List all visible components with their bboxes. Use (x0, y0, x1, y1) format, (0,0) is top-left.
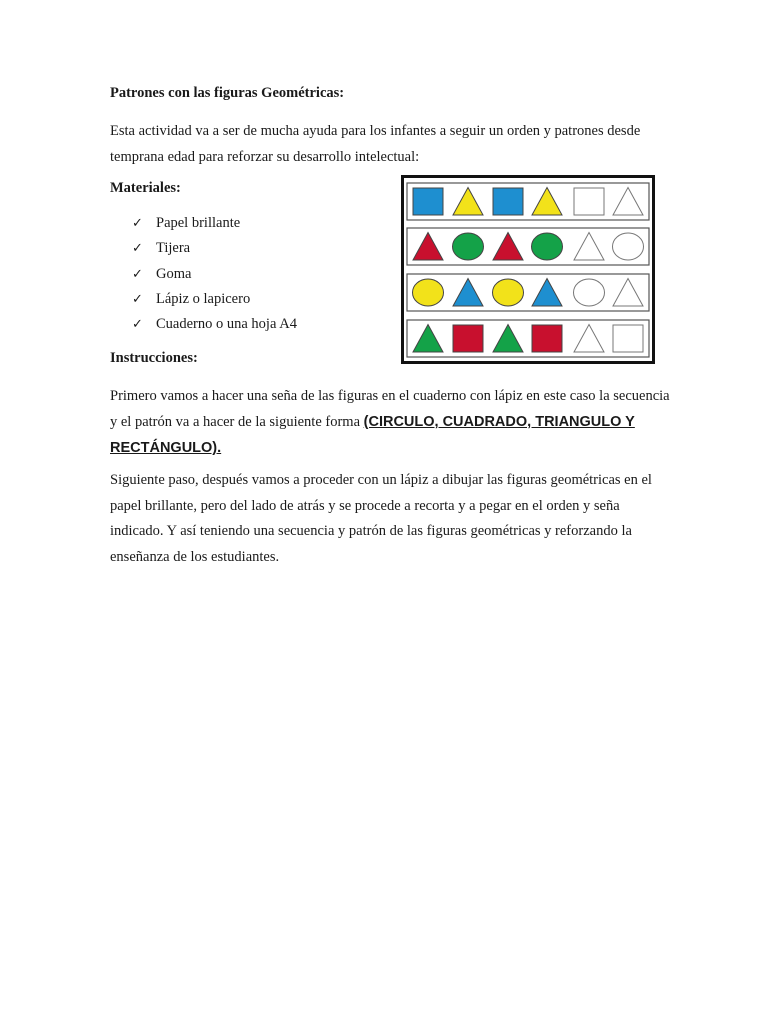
shape-order-emphasis: (CIRCULO, CUADRADO, TRIANGULO Y RECTÁNGULO). (110, 414, 635, 456)
list-item (132, 262, 297, 287)
list-item (132, 287, 297, 312)
yellow-circle-shape (493, 279, 524, 306)
check-icon: ✓ (132, 292, 143, 308)
blue-square-shape (413, 188, 443, 215)
pattern-row (407, 320, 649, 357)
intro-paragraph: Esta actividad va a ser de mucha ayuda para los infantes a seguir un orden y patrones desde temprana edad para reforzar su desarrollo intelectual: (110, 123, 641, 165)
check-icon: ✓ (132, 216, 143, 232)
check-icon: ✓ (132, 317, 143, 333)
pattern-row (407, 183, 649, 220)
material-label: Papel brillante (156, 215, 241, 232)
materials-heading: Materiales: (110, 180, 181, 196)
check-icon: ✓ (132, 241, 143, 257)
instructions-paragraph-1 (110, 383, 670, 461)
material-label: Lápiz o lapicero (156, 291, 251, 308)
outline-circle-shape (574, 279, 605, 306)
geometric-pattern-image (401, 175, 655, 364)
outline-square-shape (613, 325, 643, 352)
list-item (132, 312, 297, 337)
outline-circle-shape (613, 233, 644, 260)
list-item (132, 236, 297, 261)
green-circle-shape (532, 233, 563, 260)
instructions-heading: Instrucciones: (110, 350, 198, 366)
red-square-shape (532, 325, 562, 352)
material-label: Goma (156, 265, 192, 282)
pattern-row (407, 228, 649, 265)
material-label: Tijera (156, 240, 191, 257)
yellow-circle-shape (413, 279, 444, 306)
green-circle-shape (453, 233, 484, 260)
list-item (132, 211, 297, 236)
instructions-paragraph-2: Siguiente paso, después vamos a proceder con un lápiz a dibujar las figuras geométricas en el papel brillante, pero del lado de atrás y se procede a recorta y a pegar en el orden y seña indicado. Y así teniendo una secuencia y patrón de las figuras geométricas y reforzando la enseñanza de los estudiantes. (110, 472, 652, 565)
material-label: Cuaderno o una hoja A4 (156, 316, 297, 333)
check-icon: ✓ (132, 266, 143, 282)
blue-square-shape (493, 188, 523, 215)
paragraph-1-text: Primero vamos a hacer una seña de las figuras en el cuaderno con lápiz en este caso la secuencia y el patrón va a hacer de la siguiente forma (110, 388, 670, 430)
document-title: Patrones con las figuras Geométricas: (110, 85, 345, 101)
pattern-row (407, 274, 649, 311)
red-square-shape (453, 325, 483, 352)
materials-list (132, 211, 297, 337)
outline-square-shape (574, 188, 604, 215)
